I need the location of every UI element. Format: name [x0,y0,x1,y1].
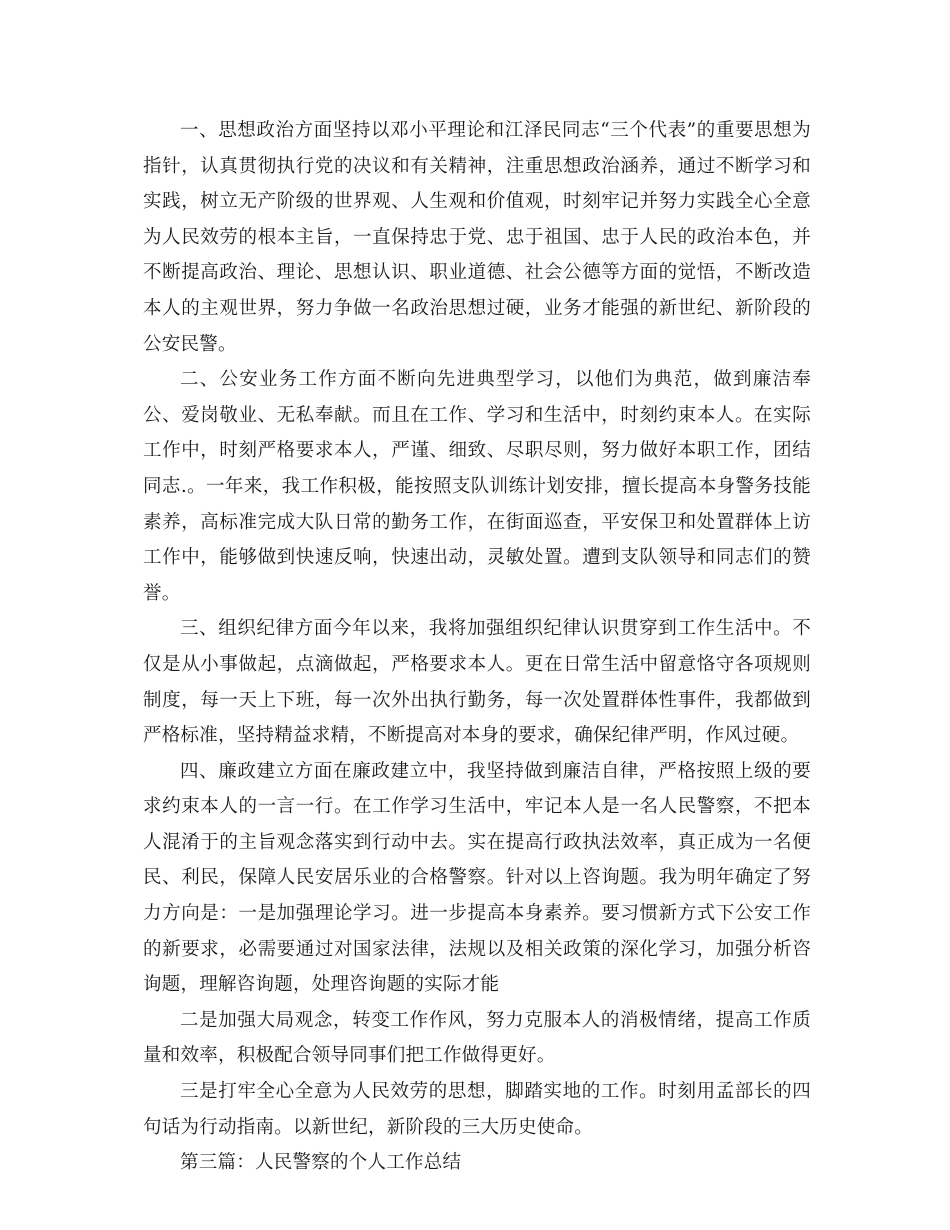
paragraph-ideology: 一、思想政治方面坚持以邓小平理论和江泽民同志“三个代表”的重要思想为指针，认真贯彻执行党的决议和有关精神，注重思想政治涵养，通过不断学习和实践，树立无产阶级的世界观、人生观和价值观，时刻牢记并努力实践全心全意为人民效劳的根本主旨，一直保持忠于党、忠于祖国、忠于人民的政治本色，并不断提高政治、理论、思想认识、职业道德、社会公德等方面的觉悟，不断改造本人的主观世界，努力争做一名政治思想过硬，业务才能强的新世纪、新阶段的公安民警。 [143,120,811,355]
section-heading: 第三篇：人民警察的个人工作总结 [180,1152,462,1174]
paragraph-discipline: 三、组织纪律方面今年以来，我将加强组织纪律认识贯穿到工作生活中。不仅是从小事做起，点滴做起，严格要求本人。更在日常生活中留意恪守各项规则制度，每一天上下班，每一次外出执行勤务，每一次处置群体性事件，我都做到严格标准，坚持精益求精，不断提高对本身的要求，确保纪律严明，作风过硬。 [143,618,811,747]
document-body [143,113,811,1181]
paragraph-integrity: 四、廉政建立方面在廉政建立中，我坚持做到廉洁自律，严格按照上级的要求约束本人的一言一行。在工作学习生活中，牢记本人是一名人民警察，不把本人混淆于的主旨观念落实到行动中去。实在提高行政执法效率，真正成为一名便民、利民，保障人民安居乐业的合格警察。针对以上咨询题。我为明年确定了努力方向是：一是加强理论学习。进一步提高本身素养。要习惯新方式下公安工作的新要求，必需要通过对国家法律，法规以及相关政策的深化学习，加强分析咨询题，理解咨询题，处理咨询题的实际才能 [143,760,811,996]
paragraph-third-goal: 三是打牢全心全意为人民效劳的思想，脚踏实地的工作。时刻用孟部长的四句话为行动指南。以新世纪，新阶段的三大历史使命。 [143,1081,811,1138]
paragraph-second-goal: 二是加强大局观念，转变工作作风，努力克服本人的消极情绪，提高工作质量和效率，积极配合领导同事们把工作做得更好。 [143,1009,811,1067]
paragraph-police-work: 二、公安业务工作方面不断向先进典型学习，以他们为典范，做到廉洁奉公、爱岗敬业、无私奉献。而且在工作、学习和生活中，时刻约束本人。在实际工作中，时刻严格要求本人，严谨、细致、尽职尽则，努力做好本职工作，团结同志.。一年来，我工作积极，能按照支队训练计划安排，擅长提高本身警务技能素养，高标准完成大队日常的勤务工作，在街面巡查，平安保卫和处置群体上访工作中，能够做到快速反响，快速出动，灵敏处置。遭到支队领导和同志们的赞誉。 [143,369,811,604]
